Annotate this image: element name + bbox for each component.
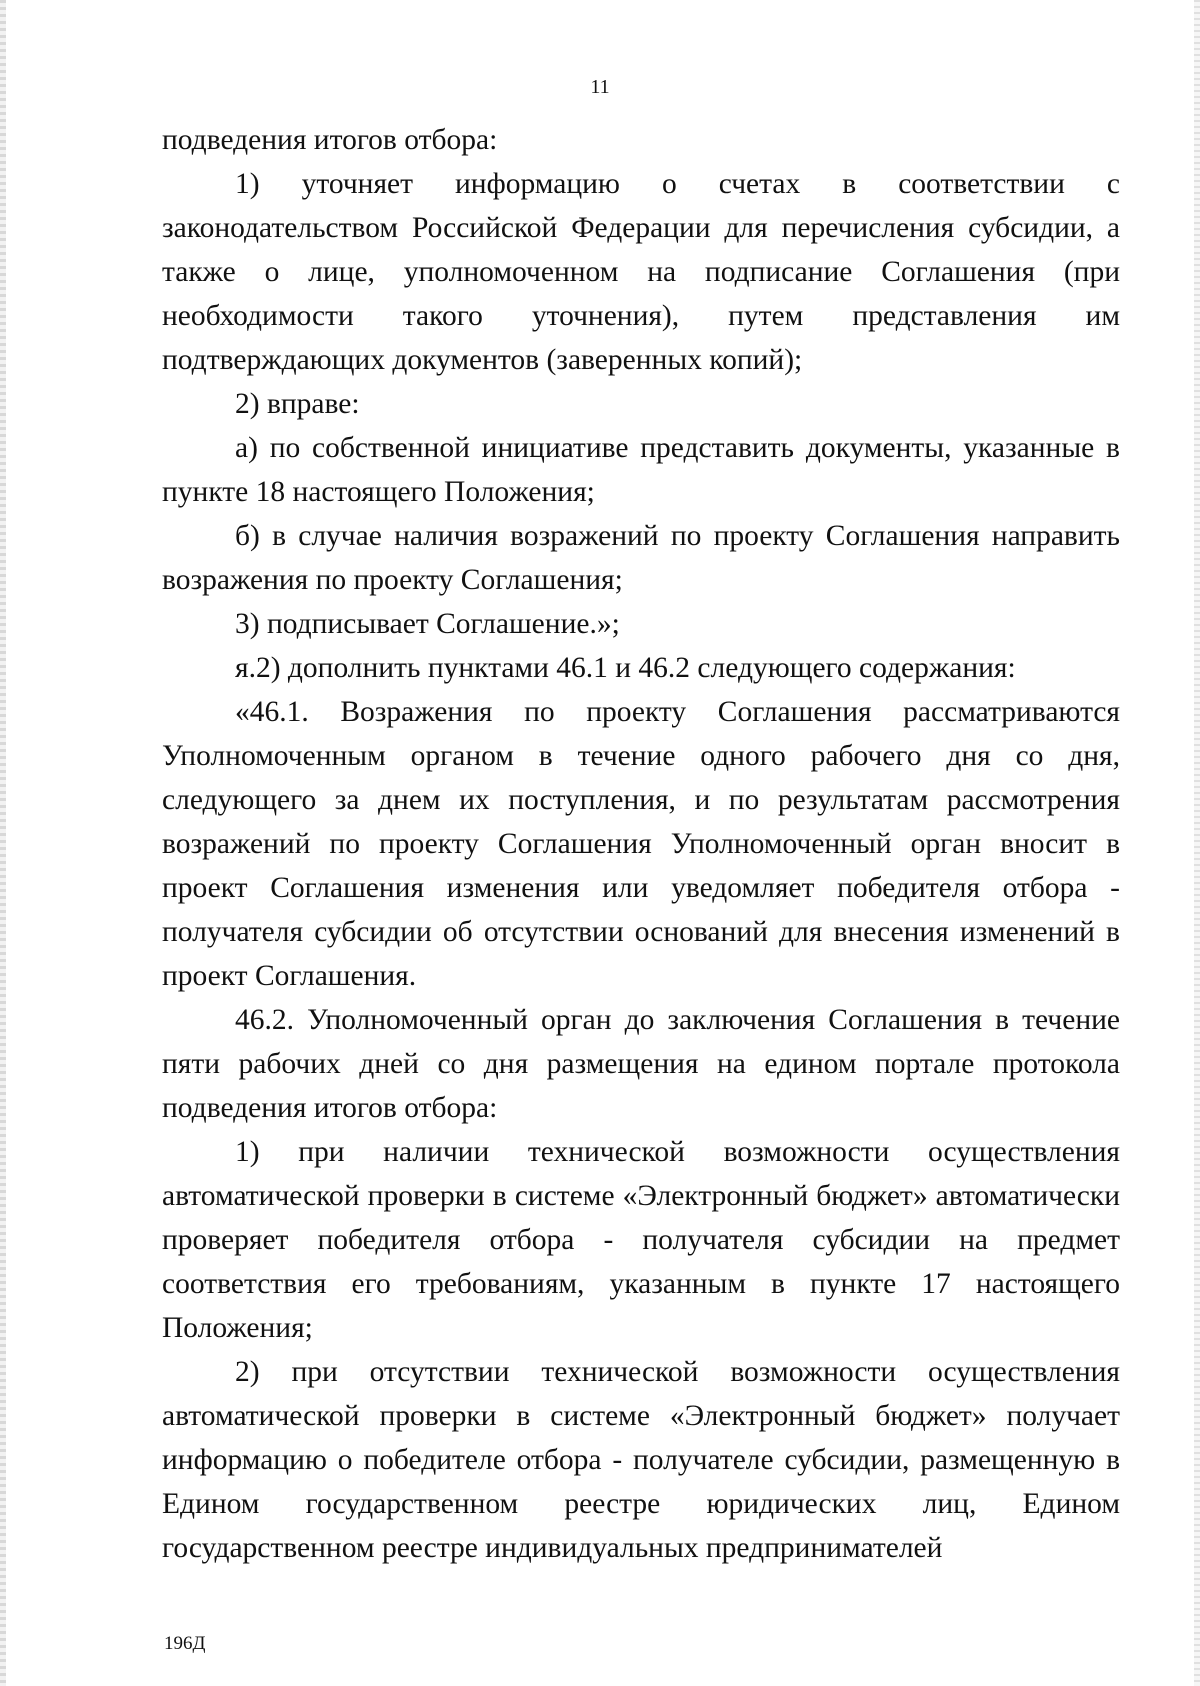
- paragraph-10: 1) при наличии технической возможности осуществления автоматической проверки в системе «Электронный бюджет» автоматически проверяет победителя отбора - получателя субсидии на предмет соответствия его требованиям, указанным в пункте 17 настоящего Положения;: [162, 1136, 1120, 1344]
- paragraph-8: «46.1. Возражения по проекту Соглашения рассматриваются Уполномоченным органом в течение одного рабочего дня со дня, следующего за днем их поступления, и по результатам рассмотрения возражений по проекту Соглашения Уполномоченный орган вносит в проект Соглашения изменения или уведомляет победителя отбора - получателя субсидии об отсутствии оснований для внесения изменений в проект Соглашения.: [162, 696, 1120, 992]
- page-number: 11: [590, 76, 610, 98]
- paragraph-4: а) по собственной инициативе представить документы, указанные в пункте 18 настоящего Положения;: [162, 432, 1120, 508]
- footer-code: 196Д: [164, 1633, 206, 1654]
- document-body: [162, 118, 1120, 1570]
- scan-edge-right: [1194, 0, 1200, 1686]
- paragraph-11: 2) при отсутствии технической возможности осуществления автоматической проверки в системе «Электронный бюджет» получает информацию о победителе отбора - получателе субсидии, размещенную в Едином государственном реестре юридических лиц, Едином государственном реестре индивидуальных предпринимателей: [162, 1356, 1120, 1564]
- paragraph-9: 46.2. Уполномоченный орган до заключения Соглашения в течение пяти рабочих дней со дня размещения на едином портале протокола подведения итогов отбора:: [162, 1004, 1120, 1124]
- paragraph-1: подведения итогов отбора:: [162, 124, 498, 156]
- scan-edge-left: [0, 0, 6, 1686]
- paragraph-3: 2) вправе:: [235, 388, 360, 420]
- paragraph-7: я.2) дополнить пунктами 46.1 и 46.2 следующего содержания:: [235, 652, 1016, 684]
- paragraph-5: б) в случае наличия возражений по проекту Соглашения направить возражения по проекту Соглашения;: [162, 520, 1120, 596]
- paragraph-2: 1) уточняет информацию о счетах в соответствии с законодательством Российской Федерации для перечисления субсидии, а также о лице, уполномоченном на подписание Соглашения (при необходимости такого уточнения), путем представления им подтверждающих документов (заверенных копий);: [162, 168, 1120, 376]
- paragraph-6: 3) подписывает Соглашение.»;: [235, 608, 620, 640]
